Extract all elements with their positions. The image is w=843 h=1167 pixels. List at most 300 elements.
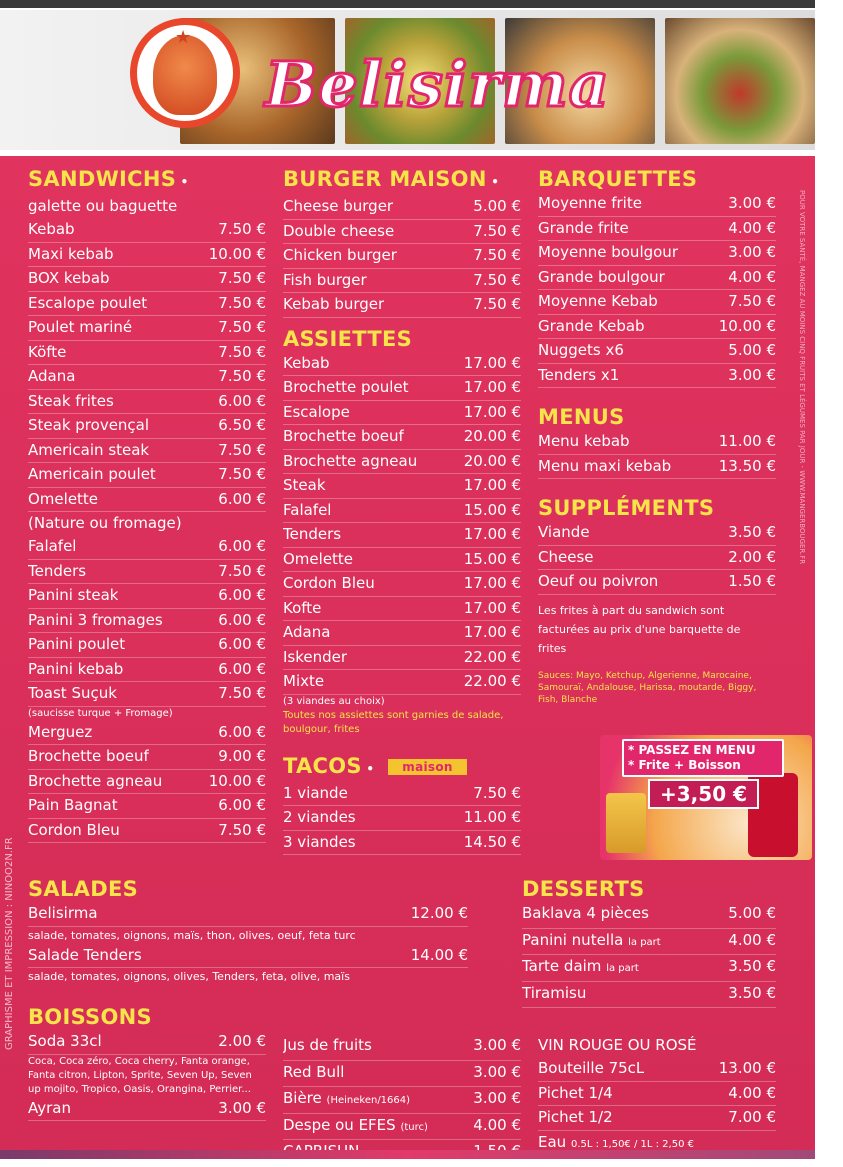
sandwichs-title: SANDWICHS •: [28, 167, 189, 191]
item-price: 3.50 €: [728, 957, 776, 975]
menu-item: [283, 474, 521, 499]
burger-list: [283, 195, 521, 318]
item-price: 7.50 €: [218, 561, 266, 580]
item-price: 15.00 €: [463, 500, 521, 519]
item-name: [538, 241, 678, 265]
item-price: 17.00 €: [463, 623, 521, 641]
item-label: Maxi kebab: [28, 244, 114, 263]
item-name: [283, 450, 417, 474]
item-price: 7.50 €: [473, 783, 521, 802]
sandwichs-list-2: [28, 535, 266, 707]
boissons-list-2: [283, 1034, 521, 1167]
item-name: [283, 806, 356, 830]
barquettes-title: BARQUETTES: [538, 167, 698, 191]
item-label: Americain steak: [28, 440, 150, 459]
item-label: Grande Kebab: [538, 316, 645, 335]
item-label: BOX kebab: [28, 269, 110, 287]
item-price: 17.00 €: [463, 598, 521, 617]
item-name: [283, 220, 394, 244]
menu-item: [28, 682, 266, 707]
item-suffix: la part: [628, 936, 661, 948]
boissons-list-3: [538, 1057, 776, 1131]
item-price: 3.00 €: [473, 1089, 521, 1107]
item-name: [283, 293, 384, 317]
item-label: Salade Tenders: [28, 945, 142, 964]
item-price: 1.50 €: [728, 572, 776, 590]
item-label: Panini nutella: [522, 930, 624, 949]
item-name: [283, 474, 326, 498]
item-label: Red Bull: [283, 1062, 345, 1081]
item-label: Moyenne Kebab: [538, 292, 658, 310]
menu-item: [28, 819, 266, 844]
menu-item: [538, 570, 776, 595]
menu-item: [522, 929, 776, 956]
item-price: 3.00 €: [473, 1036, 521, 1054]
sandwichs-list: [28, 218, 266, 512]
tacos-title: TACOS • maison: [283, 753, 521, 782]
item-label: Nuggets x6: [538, 341, 624, 359]
item-name: [28, 721, 92, 745]
menus-title: MENUS: [538, 405, 625, 429]
menu-item: [28, 944, 468, 969]
item-name: [538, 1082, 613, 1106]
menu-item: [28, 535, 266, 560]
item-price: 7.50 €: [218, 342, 266, 361]
item-price: 6.00 €: [218, 635, 266, 653]
menu-item: [28, 218, 266, 243]
menu-item: [28, 1030, 266, 1055]
item-price: 22.00 €: [463, 672, 521, 690]
health-notice: POUR VOTRE SANTÉ, MANGEZ AU MOINS CINQ FRUITS ET LÉGUMES PAR JOUR - WWW.MANGERBOUGER.FR: [798, 190, 806, 565]
menu-promo: [600, 735, 812, 860]
header-banner: [0, 10, 815, 150]
item-price: 5.00 €: [728, 341, 776, 359]
item-price: 5.00 €: [728, 904, 776, 922]
menu-item: [283, 621, 521, 646]
boissons-col2: [283, 1034, 521, 1167]
item-label: Omelette: [28, 489, 99, 508]
item-name: [28, 745, 149, 769]
item-name: [283, 1114, 428, 1140]
item-label: Grande boulgour: [538, 267, 665, 286]
item-label: Pichet 1/2: [538, 1108, 613, 1126]
menu-item: [28, 267, 266, 292]
item-price: 14.50 €: [463, 832, 521, 851]
item-name: [283, 548, 353, 572]
item-price: 14.00 €: [410, 945, 468, 964]
item-price: 4.00 €: [473, 1115, 521, 1134]
item-name: [538, 430, 630, 454]
item-price: 20.00 €: [463, 451, 521, 470]
item-name: [28, 267, 110, 291]
desserts-section: [522, 876, 776, 1008]
item-price: 4.00 €: [728, 218, 776, 237]
item-price: 3.00 €: [218, 1098, 266, 1117]
assiettes-title: ASSIETTES: [283, 326, 413, 351]
menu-item: [538, 290, 776, 315]
item-label: Poulet mariné: [28, 318, 133, 336]
menu-item: [283, 782, 521, 807]
item-name: [28, 365, 75, 389]
item-name: [28, 560, 86, 584]
item-name: [28, 902, 98, 926]
item-label: Toast Suçuk: [28, 684, 117, 702]
item-name: [538, 1057, 644, 1081]
menu-item: [283, 1034, 521, 1061]
item-name: [538, 364, 619, 388]
menu-item: [283, 220, 521, 245]
item-name: [538, 217, 629, 241]
item-label: Cheese: [538, 547, 594, 566]
item-price: 15.00 €: [463, 549, 521, 568]
menu-item: [283, 1061, 521, 1088]
menu-item: [538, 266, 776, 291]
item-price: 17.00 €: [463, 476, 521, 494]
salades-list: [28, 902, 468, 985]
item-price: 4.00 €: [728, 1083, 776, 1102]
item-label: Panini 3 fromages: [28, 610, 163, 629]
item-label: Panini steak: [28, 586, 119, 604]
menu-item: [283, 548, 521, 573]
menu-item: [522, 982, 776, 1009]
item-label: 1 viande: [283, 783, 348, 802]
item-name: [28, 488, 98, 512]
item-price: 13.50 €: [718, 456, 776, 475]
item-label: Kofte: [283, 598, 322, 617]
desserts-list: [522, 902, 776, 1008]
menu-item: [28, 770, 266, 795]
item-name: [283, 646, 347, 670]
item-name: [522, 902, 649, 928]
item-price: 10.00 €: [208, 771, 266, 790]
item-name: [28, 390, 114, 414]
menu-item: [28, 560, 266, 585]
top-bar: [0, 0, 815, 8]
frites-note: Les frites à part du sandwich sont facturées au prix d'une barquette de frites: [538, 603, 741, 655]
item-price: 20.00 €: [463, 427, 521, 445]
menu-item: [283, 670, 521, 695]
item-name: [538, 339, 624, 363]
menu-item: [538, 1082, 776, 1107]
item-name: Soda 33cl: [28, 1032, 102, 1050]
item-suffix: (turc): [400, 1121, 428, 1133]
item-name: [283, 621, 330, 645]
food-photo-sandwich: [665, 18, 815, 144]
menu-item: [538, 339, 776, 364]
item-name: [28, 633, 125, 657]
item-price: 3.00 €: [728, 365, 776, 384]
boissons-title: BOISSONS: [28, 1005, 152, 1029]
menu-item: [283, 572, 521, 597]
item-label: Steak: [283, 476, 326, 494]
menu-item: [28, 390, 266, 415]
item-name: [538, 570, 658, 594]
menu-item: [28, 745, 266, 770]
item-label: Steak frites: [28, 391, 114, 410]
menu-item: [538, 364, 776, 389]
item-price: 7.50 €: [728, 292, 776, 310]
item-label: Escalope poulet: [28, 293, 148, 312]
item-price: 12.00 €: [410, 904, 468, 922]
item-label: Tenders: [283, 525, 342, 543]
item-description: salade, tomates, oignons, olives, Tenders, feta, olive, maïs: [28, 970, 350, 983]
item-label: Merguez: [28, 722, 93, 741]
item-label: Escalope: [283, 402, 350, 421]
item-price: 6.00 €: [218, 537, 266, 555]
assiettes-list: [283, 352, 521, 695]
menu-item: [283, 450, 521, 475]
item-price: 6.00 €: [218, 391, 266, 410]
item-name: [538, 290, 658, 314]
menu-item: [28, 488, 266, 513]
item-name: [283, 195, 393, 219]
item-name: [283, 425, 404, 449]
item-label: Steak provençal: [28, 416, 150, 434]
menu-item: [283, 1114, 521, 1141]
item-price: 4.00 €: [728, 930, 776, 949]
item-name: [28, 292, 147, 316]
sandwichs-list-3: [28, 721, 266, 844]
item-name: [283, 1087, 410, 1113]
menus-list: [538, 430, 776, 479]
item-label: 3 viandes: [283, 832, 356, 851]
item-name: [28, 770, 162, 794]
item-name: [28, 584, 118, 608]
item-name: [28, 819, 120, 843]
item-price: 5.00 €: [473, 197, 521, 215]
item-name: [28, 414, 149, 438]
item-label: Cheese burger: [283, 197, 394, 215]
fries-icon: [606, 793, 646, 853]
item-label: Tarte daim: [522, 957, 602, 975]
supplements-title: SUPPLÉMENTS: [538, 496, 715, 520]
item-label: Falafel: [283, 500, 332, 519]
vin-title: VIN ROUGE OU ROSÉ: [538, 1036, 697, 1054]
menu-item: [522, 902, 776, 929]
item-price: 7.50 €: [218, 318, 266, 336]
item-label: Brochette poulet: [283, 378, 409, 396]
item-name: Ayran: [28, 1098, 71, 1117]
item-name: [28, 682, 117, 706]
menu-item: [283, 401, 521, 426]
barquettes-list: [538, 192, 776, 388]
item-label: Köfte: [28, 342, 67, 361]
item-suffix: la part: [606, 963, 639, 974]
item-label: Menu kebab: [538, 432, 630, 450]
menu-item: [28, 292, 266, 317]
item-price: 10.00 €: [718, 316, 776, 335]
item-price: 6.00 €: [218, 796, 266, 814]
item-label: Panini kebab: [28, 659, 124, 678]
side-credit: GRAPHISME ET IMPRESSION : NINOO2N.FR: [4, 837, 15, 1050]
item-price: 7.50 €: [218, 465, 266, 483]
item-label: Mixte: [283, 672, 325, 690]
item-name: [28, 535, 76, 559]
mixte-note: (3 viandes au choix): [283, 695, 385, 707]
item-label: Brochette agneau: [28, 771, 163, 790]
item-label: Double cheese: [283, 221, 395, 240]
item-price: 6.00 €: [218, 586, 266, 604]
item-label: Kebab: [28, 220, 75, 238]
menu-item: [28, 1097, 266, 1122]
item-name: [283, 244, 397, 268]
assiettes-note: Toutes nos assiettes sont garnies de salade, boulgour, frites: [283, 709, 504, 735]
item-name: [283, 499, 331, 523]
item-label: Menu maxi kebab: [538, 456, 672, 475]
item-name: [538, 546, 593, 570]
item-name: [28, 463, 156, 487]
bottom-strip: [0, 1150, 815, 1159]
item-name: [283, 831, 356, 855]
soda-list: Coca, Coca zéro, Coca cherry, Fanta orange, Fanta citron, Lipton, Sprite, Seven Up, Seven up mojito, Tropico, Oasis, Orangina, Perrier...: [28, 1055, 252, 1095]
menu-item: [283, 244, 521, 269]
item-label: Bouteille 75cL: [538, 1059, 645, 1077]
item-name: [538, 266, 665, 290]
item-price: 17.00 €: [463, 378, 521, 396]
item-price: 13.00 €: [718, 1059, 776, 1077]
burger-section: [283, 166, 521, 855]
menu-item: [28, 365, 266, 390]
item-label: Iskender: [283, 647, 348, 666]
item-name: [522, 982, 586, 1008]
item-name: [538, 521, 590, 545]
item-price: 6.00 €: [218, 610, 266, 629]
item-price: 3.00 €: [728, 243, 776, 261]
kebab-logo-icon: [130, 18, 240, 128]
burger-title: BURGER MAISON •: [283, 167, 500, 191]
star-icon: ★: [175, 27, 192, 48]
menu-item: [522, 955, 776, 982]
item-label: Adana: [283, 623, 331, 641]
item-label: Omelette: [283, 549, 354, 568]
item-name: [28, 658, 123, 682]
item-label: Falafel: [28, 537, 77, 555]
item-name: [283, 670, 324, 694]
menu-item: [283, 293, 521, 318]
menu-item: [283, 425, 521, 450]
menu-item: [283, 523, 521, 548]
sauces-note: Sauces: Mayo, Ketchup, Algerienne, Marocaine, Samouraï, Andalouse, Harissa, moutarde, Biggy, Fish, Blanche: [538, 670, 757, 705]
boissons-col3: [538, 1034, 776, 1157]
item-price: 6.00 €: [218, 722, 266, 741]
item-price: 3.00 €: [473, 1062, 521, 1081]
item-price: 2.00 €: [728, 547, 776, 566]
item-price: 7.50 €: [473, 246, 521, 264]
item-price: 17.00 €: [463, 574, 521, 592]
item-label: Brochette boeuf: [283, 427, 404, 445]
tacos-list: [283, 782, 521, 856]
item-label: Kebab: [283, 353, 330, 372]
brand-name: Belisirma: [265, 48, 610, 121]
item-label: Pichet 1/4: [538, 1083, 613, 1102]
eau-detail: 0.5L : 1,50€ / 1L : 2,50 €: [570, 1138, 694, 1150]
sandwichs-section: [28, 166, 266, 843]
salades-section: [28, 876, 468, 985]
item-name: [283, 523, 341, 547]
menu-item: [28, 341, 266, 366]
sandwichs-subtitle: galette ou baguette: [28, 197, 178, 215]
item-price: 11.00 €: [463, 808, 521, 826]
item-price: 17.00 €: [463, 525, 521, 543]
item-label: Viande: [538, 523, 590, 541]
item-label: 2 viandes: [283, 808, 356, 826]
item-name: [28, 794, 118, 818]
menu-item: [538, 1057, 776, 1082]
menu-item: [538, 546, 776, 571]
menu-item: [538, 430, 776, 455]
menu-item: [28, 463, 266, 488]
item-price: 6.00 €: [218, 489, 266, 508]
item-name: [538, 315, 645, 339]
item-suffix: (Heineken/1664): [326, 1095, 411, 1106]
item-price: 6.00 €: [218, 659, 266, 678]
item-price: 7.50 €: [473, 295, 521, 313]
boissons-section: [28, 1004, 266, 1121]
item-price: 6.50 €: [218, 416, 266, 434]
menu-item: [28, 609, 266, 634]
item-label: Grande frite: [538, 218, 629, 237]
item-price: 7.50 €: [473, 221, 521, 240]
menu-item: [28, 633, 266, 658]
item-name: [283, 597, 321, 621]
item-name: [28, 341, 66, 365]
menu-item: [283, 195, 521, 220]
tacos-maison-tag: maison: [388, 759, 466, 775]
menu-item: [283, 1087, 521, 1114]
item-label: Oeuf ou poivron: [538, 572, 659, 590]
item-price: 17.00 €: [463, 353, 521, 372]
menu-item: [283, 831, 521, 856]
menu-item: [538, 1106, 776, 1131]
item-price: 7.50 €: [218, 293, 266, 312]
item-name: [538, 192, 642, 216]
desserts-title: DESSERTS: [522, 877, 645, 901]
item-price: 7.50 €: [473, 270, 521, 289]
item-price: 3.50 €: [728, 523, 776, 541]
menu-item: [28, 658, 266, 683]
menu-item: [28, 316, 266, 341]
menu-item: [538, 315, 776, 340]
item-label: Tiramisu: [522, 983, 587, 1002]
item-name: Eau: [538, 1132, 567, 1151]
item-price: 10.00 €: [208, 244, 266, 263]
menu-item: [283, 376, 521, 401]
item-label: Tenders x1: [538, 365, 620, 384]
item-label: Brochette boeuf: [28, 747, 149, 765]
item-price: 7.00 €: [728, 1108, 776, 1126]
supplements-list: [538, 521, 776, 595]
item-price: 17.00 €: [463, 402, 521, 421]
item-label: Fish burger: [283, 270, 367, 289]
promo-price: +3,50 €: [648, 779, 759, 809]
item-label: Baklava 4 pièces: [522, 904, 649, 922]
menu-item: [283, 806, 521, 831]
item-name: [283, 376, 409, 400]
item-label: Brochette agneau: [283, 451, 418, 470]
item-price: 7.50 €: [218, 684, 266, 702]
item-name: [522, 929, 661, 955]
item-price: 11.00 €: [718, 432, 776, 450]
barquettes-section: [538, 166, 776, 706]
item-label: Kebab burger: [283, 295, 385, 313]
item-label: Panini poulet: [28, 635, 126, 653]
omelette-note: (Nature ou fromage): [28, 514, 182, 532]
item-price: 7.50 €: [218, 440, 266, 459]
item-name: [283, 401, 350, 425]
promo-line1: * PASSEZ EN MENU: [628, 743, 756, 757]
item-name: [538, 455, 671, 479]
item-name: [283, 1034, 372, 1060]
